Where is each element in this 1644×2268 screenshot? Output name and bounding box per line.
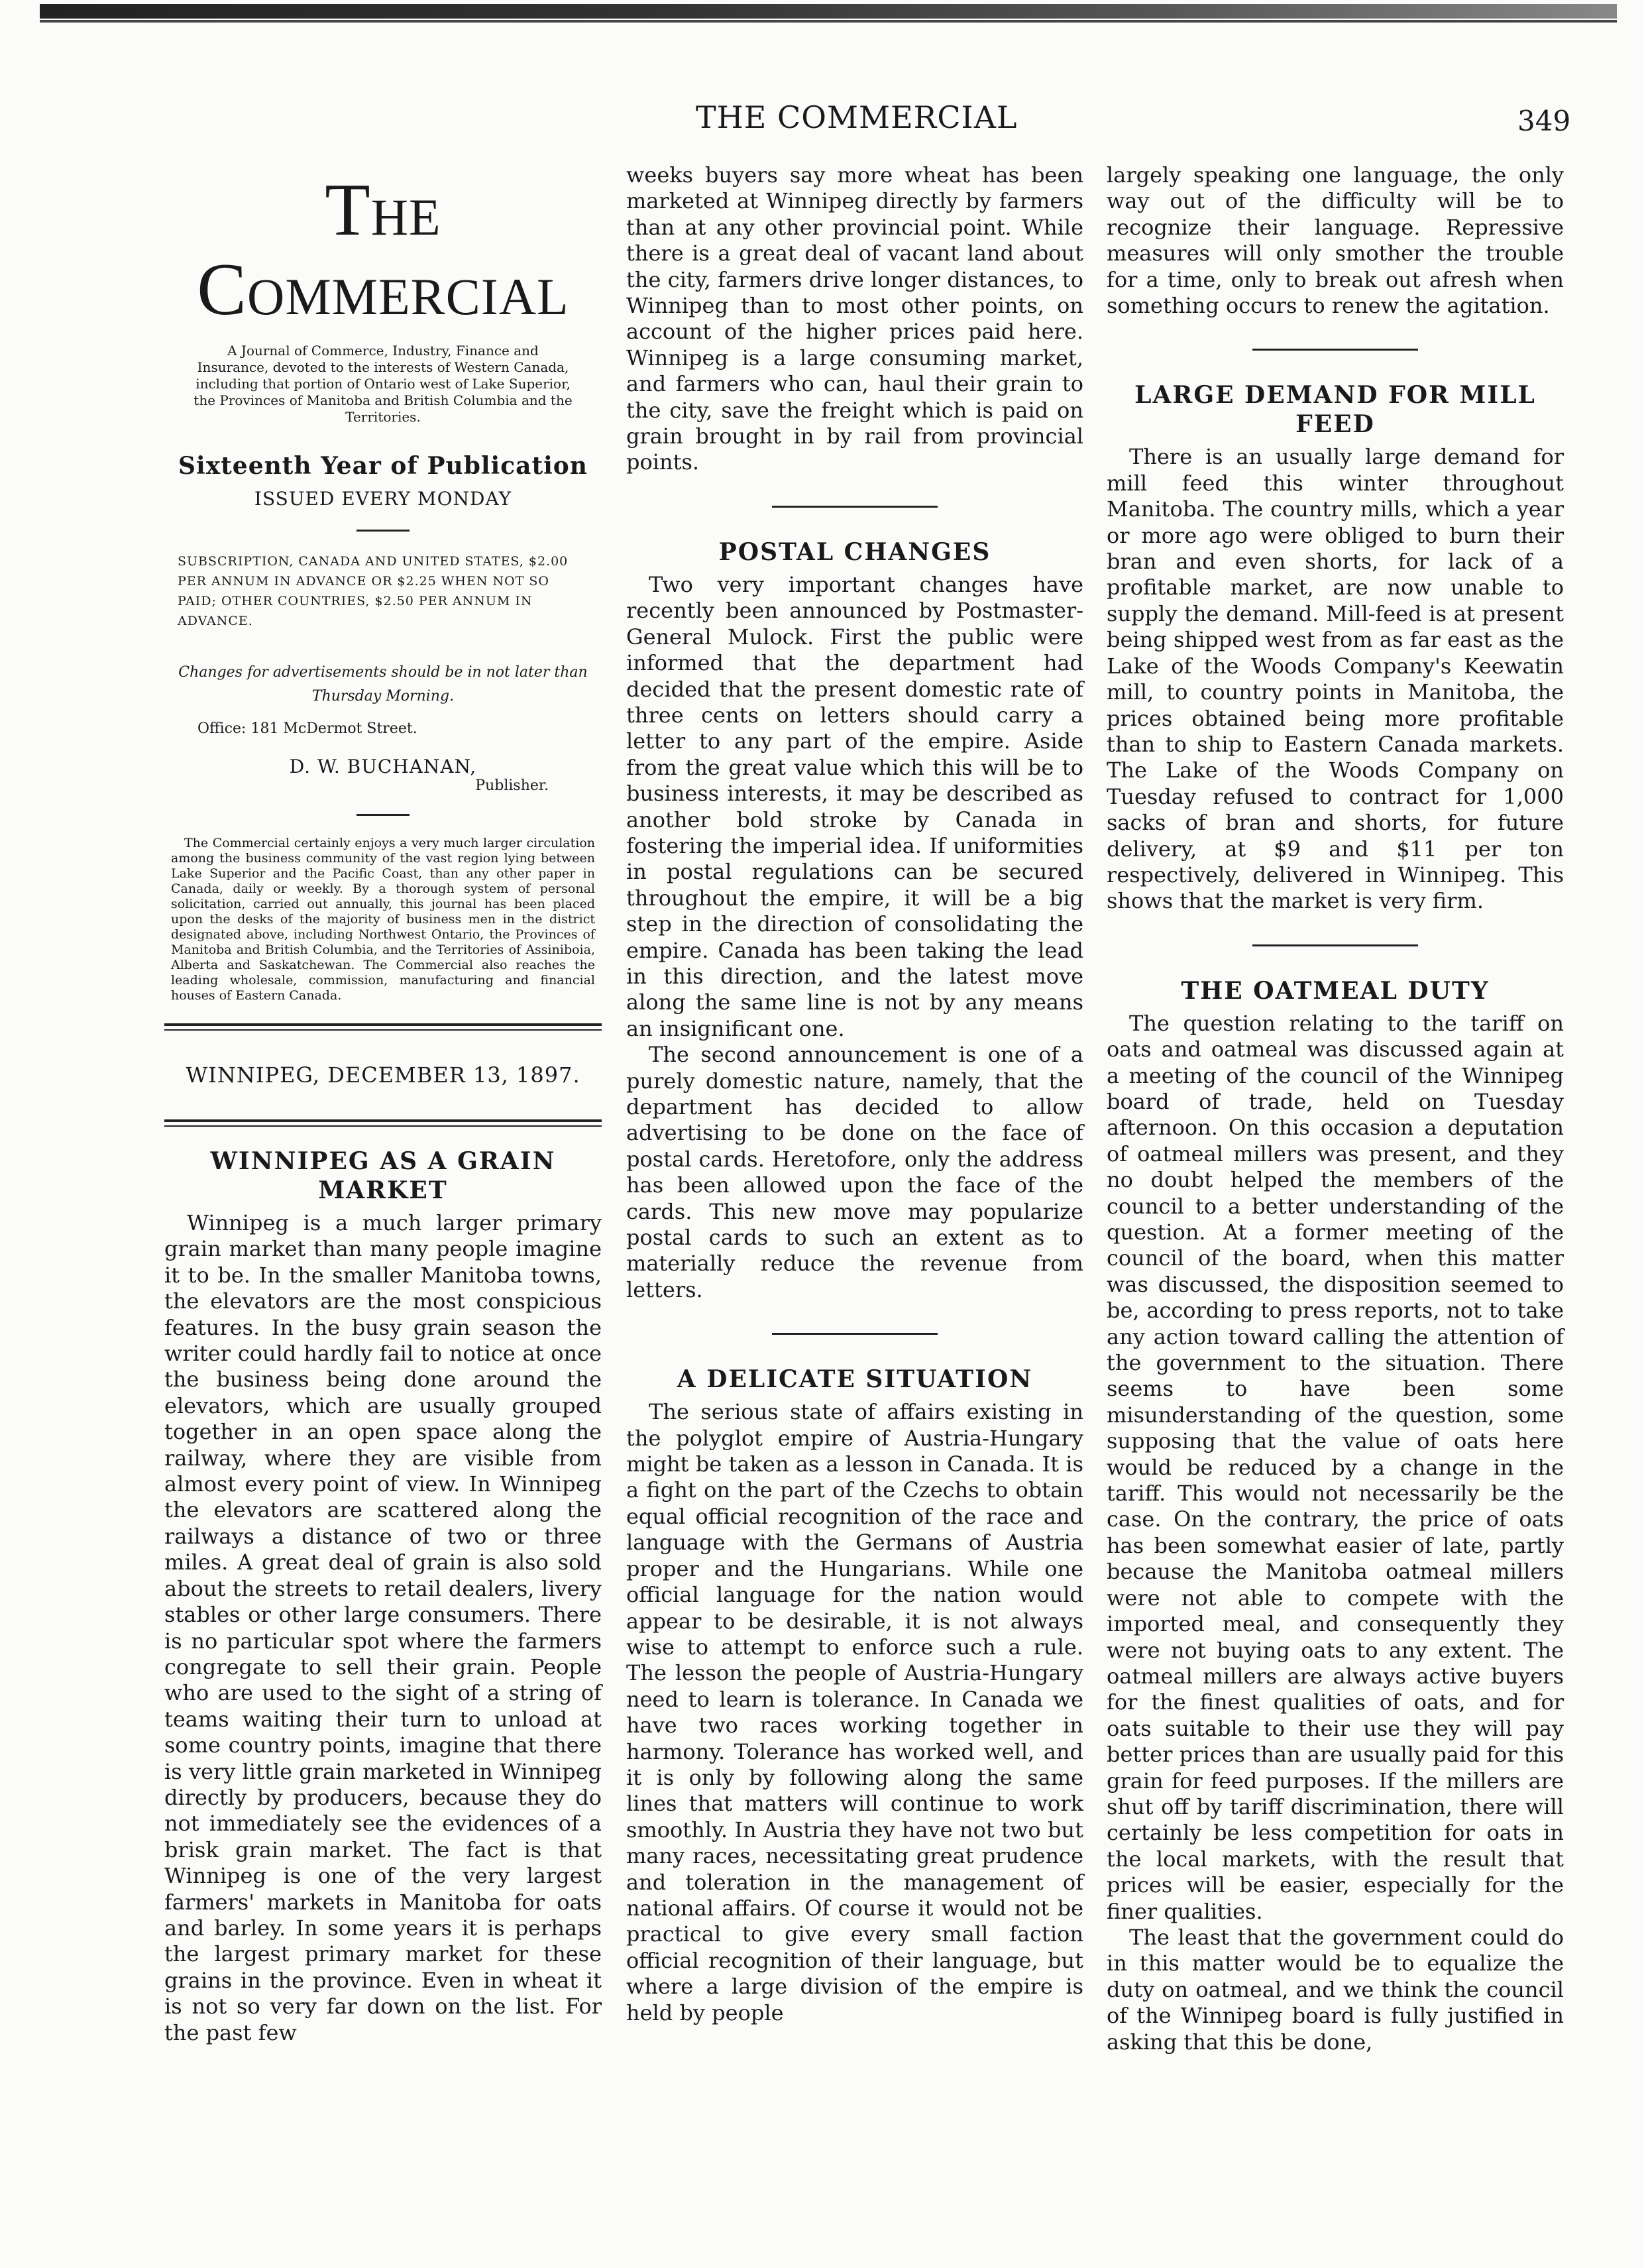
publisher-role: Publisher. xyxy=(475,777,549,794)
masthead-title: The Commercial xyxy=(197,169,569,331)
article-heading: THE OATMEAL DUTY xyxy=(1181,976,1490,1005)
section-rule xyxy=(772,506,938,508)
article-heading: POSTAL CHANGES xyxy=(718,538,991,566)
running-title: THE COMMERCIAL xyxy=(696,99,1018,135)
article-heading: WINNIPEG AS A GRAIN MARKET xyxy=(210,1147,556,1204)
article-paragraph: The second announcement is one of a purely domestic nature, namely, that the department has decided to allow advertising to be done on the face of postal cards. Heretofore, only the address has been allowed upon the face of the cards. This new move may popularize postal cards to such an extent as to materially reduce the revenue from letters. xyxy=(626,1042,1083,1302)
column-2 xyxy=(626,162,1083,2026)
divider xyxy=(356,814,410,816)
publisher-name: D. W. BUCHANAN, xyxy=(289,756,477,777)
article-paragraph: The question relating to the tariff on oats and oatmeal was discussed again at a meeting of the council of the Winnipeg board of trade, held on Tuesday afternoon. On this occasion a deputation of oatmeal millers was present, and they no doubt helped the members of the council to a better understanding of the question. At a former meeting of the council of the board, when this matter was discussed, the disposition seemed to be, according to press reports, not to take any action toward calling the attention of the government to the situation. There seems to have been some misunderstanding of the question, some supposing that the value of oats here would be reduced by a change in the tariff. This would not necessarily be the case. On the contrary, the price of oats has been somewhat easier of late, partly because the Manitoba oatmeal millers were not able to compete with the imported meal, and consequently they were not buying oats to any extent. The oatmeal millers are always active buyers for the finest qualities of oats, and for oats suitable to their use they will pay better prices than are usually paid for this grain for feed purposes. If the millers are shut off by tariff discrimination, there will certainly be less competition for oats in the local markets, with the result that prices will be easier, especially for the finer qualities. xyxy=(1107,1010,1564,1924)
article-heading: A DELICATE SITUATION xyxy=(677,1365,1033,1394)
article-paragraph: The least that the government could do in this matter would be to equalize the duty on oatmeal, and we think the council of the Winnipeg board is fully justified in asking that this be done, xyxy=(1107,1924,1564,2055)
article-paragraph: Two very important changes have recently been announced by Postmaster-General Mulock. First the public were informed that the department had decided that the present domestic rate of three cents on letters should carry a letter to any part of the empire. Aside from the great value which this will be to business interests, it may be described as another bold stroke by Canada in fostering the imperial idea. If uniformities in postal regulations can be secured throughout the empire, it will be a big step in the direction of consolidating the empire. Canada has been taking the lead in this direction, and the latest move along the same line is not by any means an insignificant one. xyxy=(626,571,1083,1041)
section-rule xyxy=(1252,349,1418,351)
article-paragraph: The serious state of affairs existing in the polyglot empire of Austria-Hungary might be taken as a lesson in Canada. It is a fight on the part of the Czechs to obtain equal official recognition of the race and language with the Germans of Austria proper and the Hungarians. While one official language for the nation would appear to be desirable, it is not always wise to attempt to enforce such a rule. The lesson the people of Austria-Hungary need to learn is tolerance. In Canada we have two races working together in harmony. Tolerance has worked well, and it is only by following along the same lines that matters will continue to work smoothly. In Austria they have not two but many races, necessitating great prudence and toleration in the management of national affairs. Of course it would not be practical to give every small faction official recognition of their language, but where a large division of the empire is held by people xyxy=(626,1399,1083,2025)
subscription-rates: SUBSCRIPTION, CANADA AND UNITED STATES, $2.00 PER ANNUM IN ADVANCE OR $2.25 WHEN NOT SO PAID; OTHER COUNTRIES, $2.50 PER ANNUM IN ADVANCE. xyxy=(178,554,569,628)
column-1 xyxy=(164,162,602,2046)
advertising-notice: Changes for advertisements should be in not later than Thursday Morning. xyxy=(178,664,588,705)
double-rule xyxy=(164,1023,602,1031)
divider xyxy=(356,530,410,532)
double-rule xyxy=(164,1119,602,1127)
page-number: 349 xyxy=(1517,105,1571,137)
masthead-subtitle: A Journal of Commerce, Industry, Finance and Insurance, devoted to the interests of Western Canada, including that portion of Ontario west of Lake Superior, the Provinces of Manitoba and British Columbia and the Territories. xyxy=(193,343,573,425)
article-paragraph: Winnipeg is a much larger primary grain market than many people imagine it to be. In the smaller Manitoba towns, the elevators are the most conspicious features. In the busy grain season the writer could hardly fail to notice at once the business being done around the elevators, which are usually grouped together in an open space along the railway, where they are visible from almost every point of view. In Winnipeg the elevators are scattered along the railways a distance of two or three miles. A great deal of grain is also sold about the streets to retail dealers, livery stables or other large consumers. There is no particular spot where the farmers congregate to sell their grain. People who are used to the sight of a string of teams waiting their turn to unload at some country points, imagine that there is very little grain marketed in Winnipeg directly by producers, because they do not immediately see the evidences of a brisk grain market. The fact is that Winnipeg is one of the very largest farmers' markets in Manitoba for oats and barley. In some years it is perhaps the largest primary market for these grains in the province. Even in wheat it is not so very far down on the list. For the past few xyxy=(164,1210,602,2045)
office-address: Office: 181 McDermot Street. xyxy=(197,720,417,737)
masthead xyxy=(164,170,602,1003)
top-border-bar xyxy=(40,4,1617,19)
article-paragraph-continued: largely speaking one language, the only way out of the difficulty will be to recognize their language. Repressive measures will only smother the trouble for a time, only to break out afresh when something occurs to renew the agitation. xyxy=(1107,162,1564,319)
publication-year: Sixteenth Year of Publication xyxy=(178,452,588,480)
dateline: WINNIPEG, DECEMBER 13, 1897. xyxy=(186,1062,580,1088)
section-rule xyxy=(772,1333,938,1335)
article-paragraph: There is an usually large demand for mill feed this winter throughout Manitoba. The country mills, which a year or more ago were obliged to burn their bran and even shorts, for lack of a profitable market, are now unable to supply the demand. Mill-feed is at present being shipped west from as far east as the Lake of the Woods Company's Keewatin mill, to country points in Manitoba, the prices obtained being more profitable than to ship to Eastern Canada markets. The Lake of the Woods Company on Tuesday refused to contract for 1,000 sacks of bran and shorts, for future delivery, at $9 and $11 per ton respectively, delivered in Winnipeg. This shows that the market is very firm. xyxy=(1107,444,1564,914)
circulation-statement: The Commercial certainly enjoys a very much larger circulation among the business community of the vast region lying between Lake Superior and the Pacific Coast, than any other paper in Canada, daily or weekly. By a thorough system of personal solicitation, carried out annually, this journal has been placed upon the desks of the majority of business men in the district designated above, including Northwest Ontario, the Provinces of Manitoba and British Columbia, and the Territories of Assiniboia, Alberta and Saskatchewan. The Commercial also reaches the leading wholesale, commission, manufacturing and financial houses of Eastern Canada. xyxy=(171,836,595,1003)
top-border-line xyxy=(40,20,1617,23)
section-rule xyxy=(1252,944,1418,946)
article-paragraph-continued: weeks buyers say more wheat has been marketed at Winnipeg directly by farmers than at any other provincial point. While there is a great deal of vacant land about the city, farmers drive longer distances, to Winnipeg than to most other points, on account of the higher prices paid here. Winnipeg is a large consuming market, and farmers who can, haul their grain to the city, save the freight which is paid on grain brought in by rail from provincial points. xyxy=(626,162,1083,475)
issue-frequency: ISSUED EVERY MONDAY xyxy=(254,488,512,510)
article-heading: LARGE DEMAND FOR MILL FEED xyxy=(1134,381,1536,439)
column-3 xyxy=(1107,162,1564,2055)
